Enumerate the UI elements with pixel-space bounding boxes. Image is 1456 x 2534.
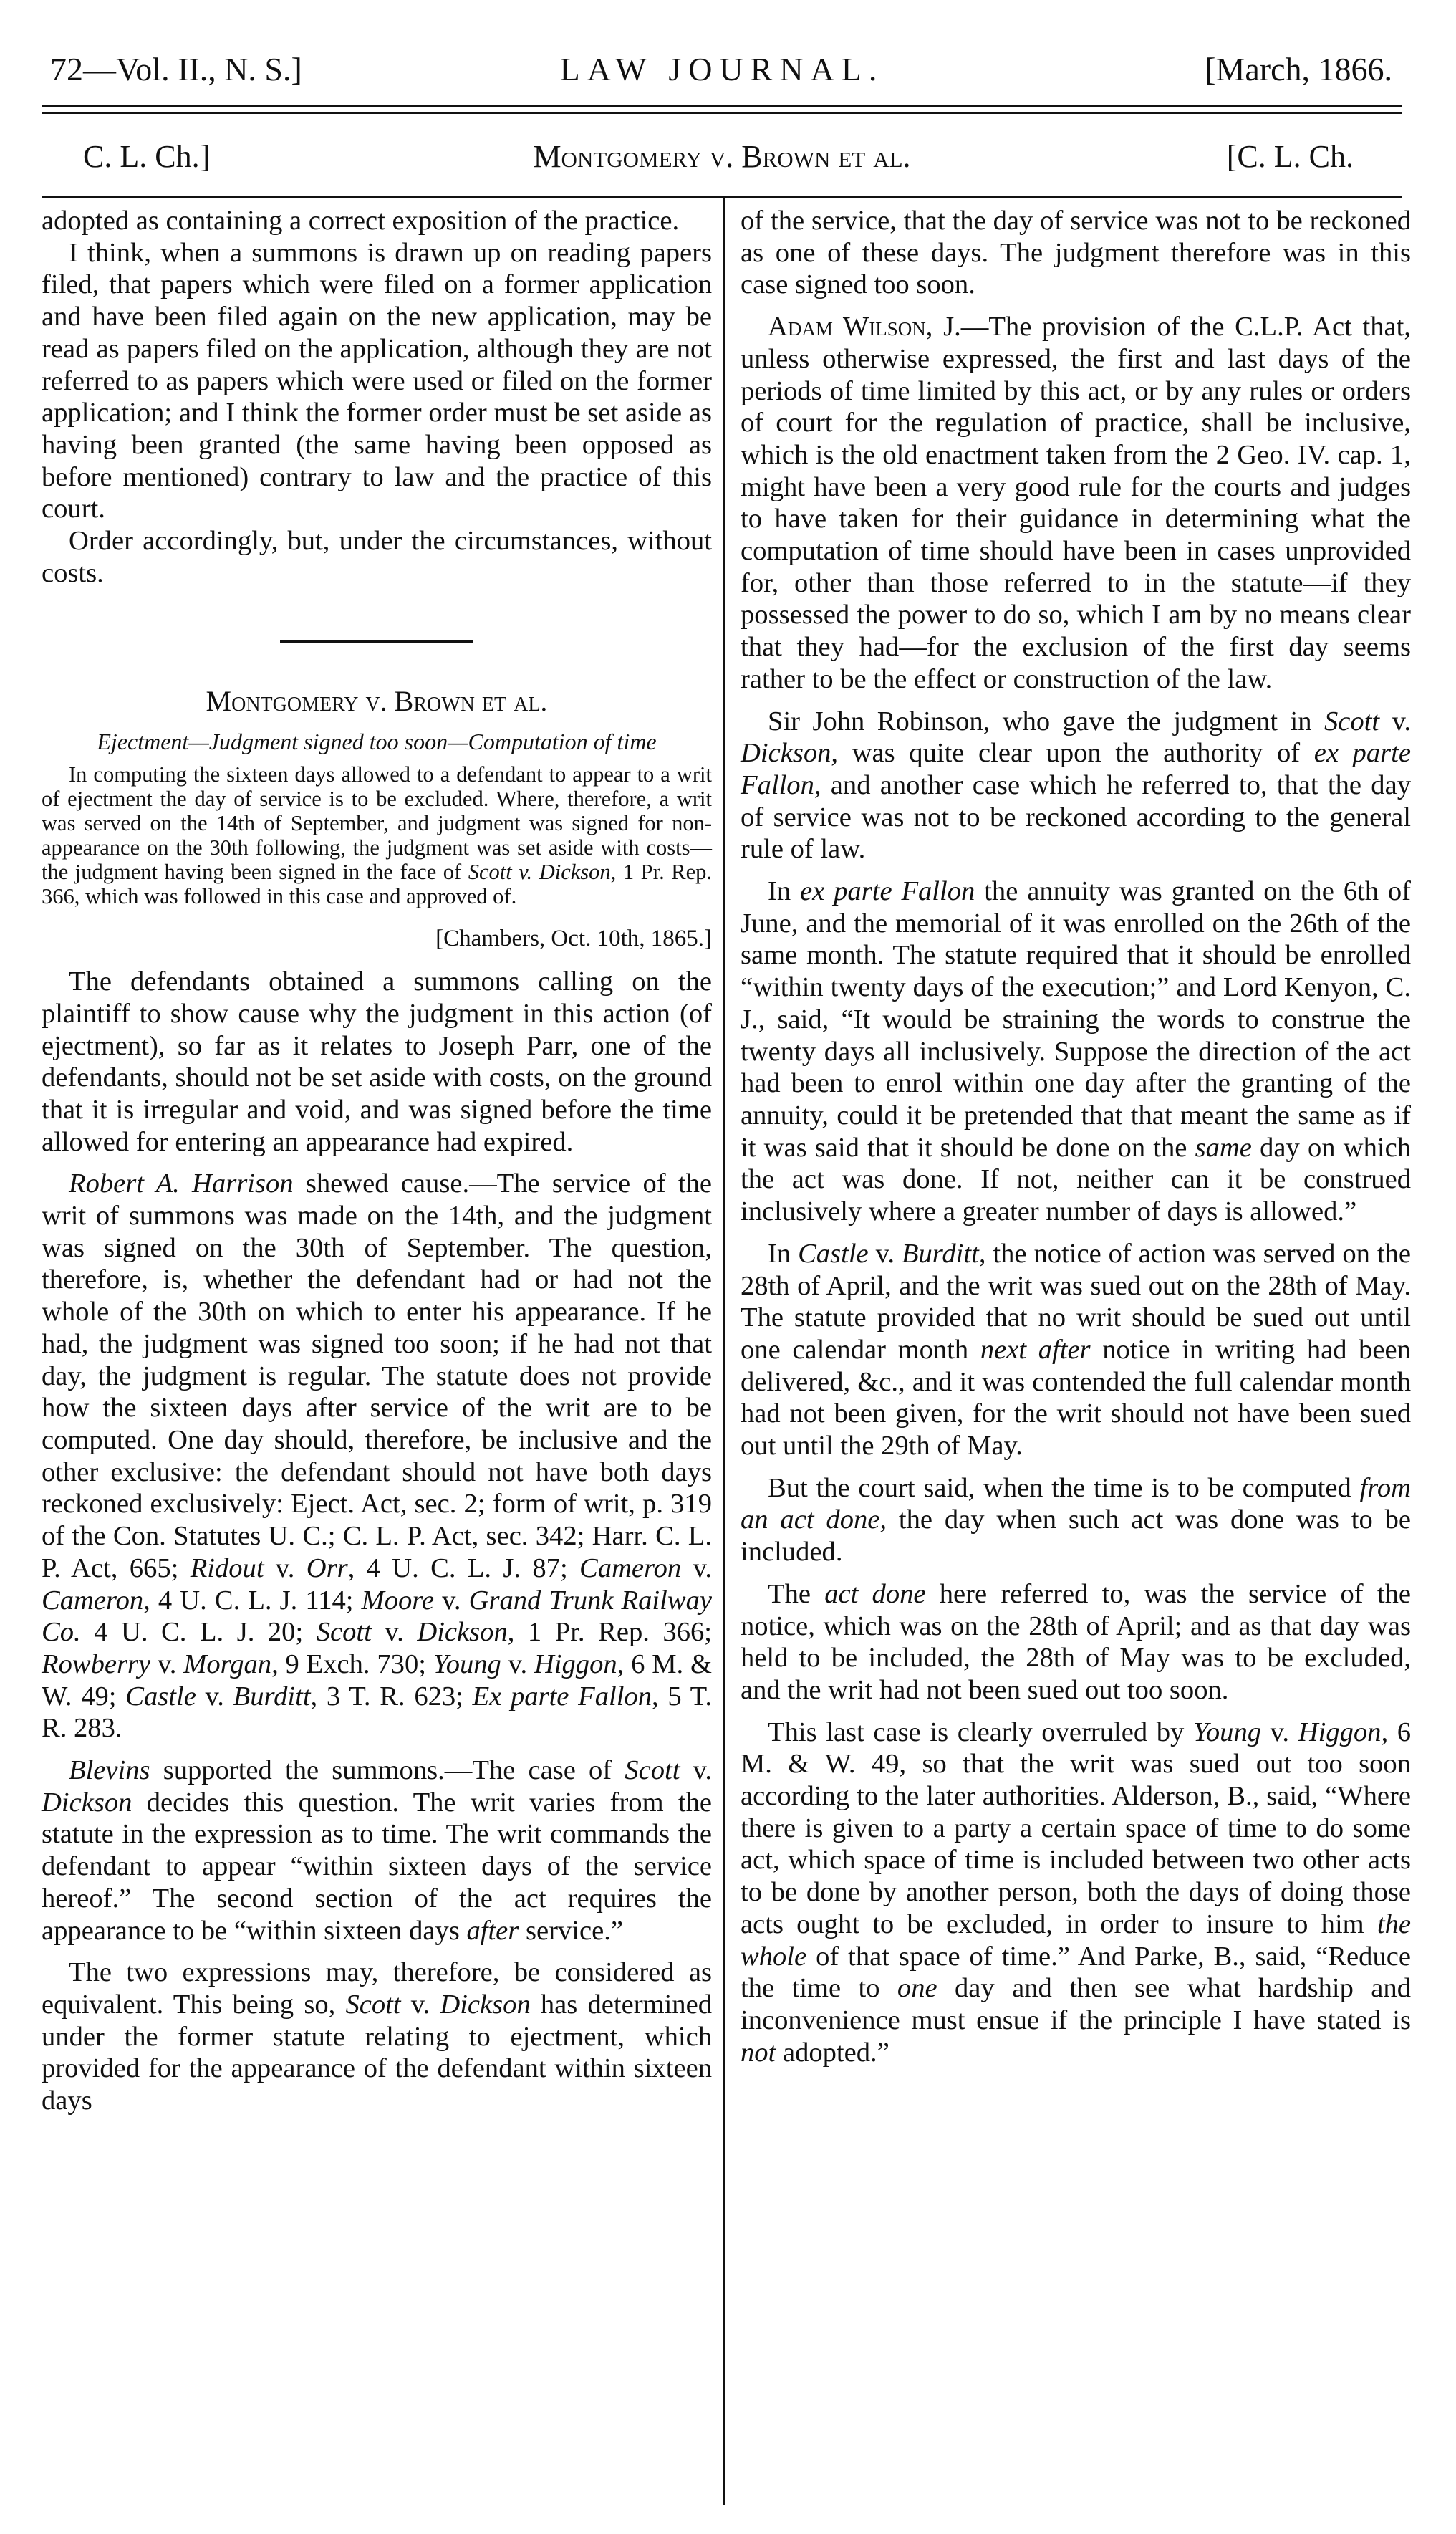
running-case-title: Montgomery v. Brown et al. [533, 139, 911, 174]
court-label-right: [C. L. Ch. [1226, 139, 1354, 174]
paragraph: Robert A. Harrison shewed cause.—The service of the writ of summons was made on the 14th, and the judgment was signed on the 30th of September. The question, therefore, is, whether the defendant had or had not the whole of the 30th on which to enter his appearance. If he had, the judgment was signed too soon; if he had not that day, the judgment is regular. The statute does not provide how the sixteen days after service of the writ are to be computed. One day should, therefore, be inclusive and the other exclusive: the defendant should not have both days reckoned exclusively: Eject. Act, sec. 2; form of writ, p. 319 of the Con. Statutes U. C.; C. L. P. Act, sec. 342; Harr. C. L. P. Act, 665; Ridout v. Orr, 4 U. C. L. J. 87; Cameron v. Cameron, 4 U. C. L. J. 114; Moore v. Grand Trunk Railway Co. 4 U. C. L. J. 20; Scott v. Dickson, 1 Pr. Rep. 366; Rowberry v. Morgan, 9 Exch. 730; Young v. Higgon, 6 M. & W. 49; Castle v. Burditt, 3 T. R. 623; Ex parte Fallon, 5 T. R. 283. [42, 1168, 713, 1744]
journal-title: LAW JOURNAL. [559, 51, 884, 87]
volume-info: 72—Vol. II., N. S.] [50, 51, 302, 87]
paragraph: The two expressions may, therefore, be considered as equivalent. This being so, Scott v. Dickson has determined under the former statute relating to ejectment, which provided for the appearance of the defendant within sixteen days [42, 1957, 712, 2116]
paragraph: adopted as containing a correct exposition of the practice. [42, 206, 680, 236]
paragraph: But the court said, when the time is to be computed from an act done, the day when such act was done was to be included. [741, 1472, 1411, 1568]
paragraph: of the service, that the day of service was not to be reckoned as one of these days. The judgment therefore was in this case signed too soon. [741, 206, 1411, 300]
case-citation: Scott v. Dickson [468, 860, 611, 885]
headnote-title: Ejectment—Judgment signed too soon—Computation of time [97, 729, 657, 755]
header-rule [42, 196, 1402, 198]
judge-name: Adam Wilson, J. [768, 312, 961, 342]
paragraph: The defendants obtained a summons calling on the plaintiff to show cause why the judgment in this action (of ejectment), so far as it relates to Joseph Parr, one of the defendants, should not be set aside with costs, on the ground that it is irregular and void, and was signed before the time allowed for entering an appearance had expired. [42, 966, 712, 1157]
column-divider [723, 198, 725, 2505]
paragraph: I think, when a summons is drawn up on reading papers filed, that papers which were filed on a former application and have been filed again on the new application, may be read as papers filed on the application, although they are not referred to as papers which were used or filed on the former application; and I think the former order must be set aside as having been granted (the same having been opposed as before mentioned) contrary to law and the practice of this court. [42, 237, 712, 524]
section-separator [280, 640, 473, 643]
paragraph: Sir John Robinson, who gave the judgment in Scott v. Dickson, was quite clear upon the authority of ex parte Fallon, and another case which he referred to, that the day of service was not to be reckoned according to the general rule of law. [741, 706, 1411, 865]
paragraph: Adam Wilson, J.—The provision of the C.L.P. Act that, unless otherwise expressed, the first and last days of the periods of time limited by this act, or by any rules or orders of court for the regulation of practice, shall be inclusive, which is the old enactment taken from the 2 Geo. IV. cap. 1, might have been a very good rule for the courts and judges to have taken for their guidance in determining what the computation of time should have been in cases unprovided for, other than those referred to in the statute—if they possessed the power to do so, which I am by no means clear that they had—for the exclusion of the first day seems rather to be the effect or construction of the law. [741, 312, 1412, 694]
court-date-citation: [Chambers, Oct. 10th, 1865.] [435, 926, 712, 952]
left-column [42, 205, 712, 2117]
court-label-left: C. L. Ch.] [83, 139, 211, 174]
running-case-header [42, 138, 1402, 188]
paragraph: This last case is clearly overruled by Young v. Higgon, 6 M. & W. 49, so that the writ was sued out too soon according to the later authorities. Alderson, B., said, “Where there is given to a party a certain space of time to do some act, which space of time is included between two other acts to be done by another person, both the days of doing those acts ought to be excluded, in order to insure to him the whole of that space of time.” And Parke, B., said, “Reduce the time to one day and then see what hardship and inconvenience must ensue if the principle I have stated is not adopted.” [741, 1717, 1412, 2068]
headnote: In computing the sixteen days allowed to a defendant to appear to a writ of ejectment the day of service is to be excluded. Where, therefore, a writ was served on the 14th of September, and judgment was signed for non-appearance on the 30th following, the judgment was set aside with costs—the judgment having been signed in the face of Scott v. Dickson, 1 Pr. Rep. 366, which was followed in this case and approved of. [42, 762, 712, 909]
counsel-name: Robert A. Harrison [69, 1168, 294, 1199]
paragraph: Blevins supported the summons.—The case of Scott v. Dickson decides this question. The writ varies from the statute in the expression as to time. The writ commands the defendant to appear “within sixteen days of the service hereof.” The second section of the act requires the appearance to be “within sixteen days after service.” [42, 1755, 712, 1946]
counsel-name: Blevins [69, 1755, 150, 1786]
right-column [741, 205, 1411, 2068]
masthead-rule [42, 105, 1402, 114]
paragraph: In Castle v. Burditt, the notice of action was served on the 28th of April, and the writ was sued out on the 28th of May. The statute provided that no writ should be sued out until one calendar month next after notice in writing had been delivered, &c., and it was contended the full calendar month had not been given, for the writ should not have been sued out until the 29th of May. [741, 1238, 1412, 1462]
issue-date: [March, 1866. [1205, 51, 1392, 87]
masthead [42, 50, 1402, 110]
paragraph: Order accordingly, but, under the circumstances, without costs. [42, 526, 712, 588]
paragraph: In ex parte Fallon the annuity was granted on the 6th of June, and the memorial of it was enrolled on the 26th of the same month. The statute required that it should be enrolled “within twenty days of the execution;” and Lord Kenyon, C. J., said, “It would be straining the words to construe the twenty days all inclusively. Suppose the direction of the act had been to enrol within one day after the granting of the annuity, could it be pretended that that meant the same as if it was said that it should be done on the same day on which the act was done. If not, neither can it be construed inclusively where a greater number of days is allowed.” [741, 876, 1411, 1227]
case-title: Montgomery v. Brown et al. [206, 685, 548, 718]
paragraph: The act done here referred to, was the service of the notice, which was on the 28th of April; and as that day was held to be included, the 28th of May was to be excluded, and the writ had not been sued out too soon. [741, 1578, 1411, 1705]
